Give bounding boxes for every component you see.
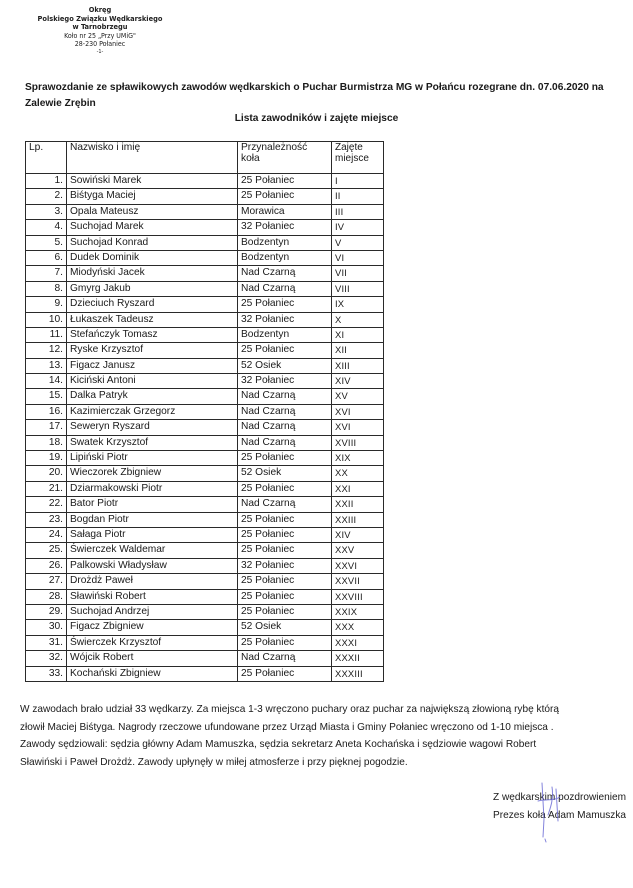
- place-value: XXXIII: [332, 666, 384, 681]
- summary-line: W zawodach brało udział 33 wędkarzy. Za miejsca 1-3 wręczono puchary oraz puchar za największą złowioną rybę którą: [20, 704, 559, 715]
- place-value: III: [332, 204, 384, 219]
- header-name: Nazwisko i imię: [67, 142, 238, 174]
- letterhead-postcode: 28-230 Połaniec: [74, 40, 126, 49]
- club-name: 25 Połaniec: [238, 589, 332, 604]
- place-value: IX: [332, 297, 384, 312]
- place-value: XIV: [332, 527, 384, 542]
- competitor-name: Figacz Zbigniew: [67, 620, 238, 635]
- table-row: [26, 497, 384, 512]
- place-value: XIV: [332, 374, 384, 389]
- club-name: 52 Osiek: [238, 358, 332, 373]
- place-value: VII: [332, 266, 384, 281]
- competitor-name: Dalka Patryk: [67, 389, 238, 404]
- row-number: 24.: [26, 527, 67, 542]
- club-name: Bodzentyn: [238, 235, 332, 250]
- place-value: XVIII: [332, 435, 384, 450]
- place-value: XXIII: [332, 512, 384, 527]
- club-name: 25 Połaniec: [238, 604, 332, 619]
- competitor-name: Sałaga Piotr: [67, 527, 238, 542]
- club-name: Bodzentyn: [238, 327, 332, 342]
- row-number: 17.: [26, 420, 67, 435]
- club-name: 32 Połaniec: [238, 558, 332, 573]
- competitor-name: Sowiński Marek: [67, 174, 238, 189]
- competitor-name: Palkowski Władysław: [67, 558, 238, 573]
- table-row: [26, 204, 384, 219]
- results-body: [26, 174, 384, 682]
- place-value: V: [332, 235, 384, 250]
- place-value: XXI: [332, 481, 384, 496]
- table-row: [26, 527, 384, 542]
- club-name: 25 Połaniec: [238, 189, 332, 204]
- place-value: XXXII: [332, 651, 384, 666]
- table-header-row: [26, 142, 384, 174]
- summary-line: złowił Maciej Biśtyga. Nagrody rzeczowe ufundowane przez Urząd Miasta i Gminy Połaniec wręczono od 1-10 miejsca .: [20, 721, 554, 733]
- competitor-name: Opala Mateusz: [67, 204, 238, 219]
- competitor-name: Kiciński Antoni: [67, 374, 238, 389]
- table-row: [26, 374, 384, 389]
- club-name: 52 Osiek: [238, 466, 332, 481]
- table-row: [26, 589, 384, 604]
- table-row: [26, 174, 384, 189]
- row-number: 25.: [26, 543, 67, 558]
- table-row: [26, 297, 384, 312]
- letterhead-association: Polskiego Związku Wędkarskiego: [37, 13, 163, 23]
- signoff-signatory: Prezes koła Adam Mamuszka: [493, 809, 626, 821]
- table-row: [26, 189, 384, 204]
- place-value: XVI: [332, 420, 384, 435]
- place-value: XX: [332, 466, 384, 481]
- row-number: 15.: [26, 389, 67, 404]
- table-row: [26, 620, 384, 635]
- row-number: 28.: [26, 589, 67, 604]
- row-number: 9.: [26, 297, 67, 312]
- competitor-name: Suchojad Konrad: [67, 235, 238, 250]
- row-number: 6.: [26, 250, 67, 265]
- signoff-greeting: Z wędkarskim pozdrowieniem: [493, 792, 626, 803]
- competitor-name: Bogdan Piotr: [67, 512, 238, 527]
- header-club: Przynależność koła: [238, 142, 332, 174]
- table-row: [26, 220, 384, 235]
- table-row: [26, 420, 384, 435]
- competitor-name: Swatek Krzysztof: [67, 435, 238, 450]
- competitor-name: Stefańczyk Tomasz: [67, 327, 238, 342]
- table-row: [26, 389, 384, 404]
- competitor-name: Sławiński Robert: [67, 589, 238, 604]
- place-value: VI: [332, 250, 384, 265]
- place-value: XXXI: [332, 635, 384, 650]
- competitor-name: Gmyrg Jakub: [67, 281, 238, 296]
- summary-line: Sławiński i Paweł Drożdż. Zawody upłynęły w miłej atmosferze i przy pięknej pogodzie.: [20, 756, 408, 768]
- table-row: [26, 574, 384, 589]
- row-number: 11.: [26, 327, 67, 342]
- report-subtitle: Lista zawodników i zajęte miejsce: [234, 113, 399, 124]
- row-number: 29.: [26, 604, 67, 619]
- table-row: [26, 666, 384, 681]
- club-name: Nad Czarną: [238, 497, 332, 512]
- row-number: 19.: [26, 451, 67, 466]
- summary-paragraph: [20, 701, 625, 771]
- row-number: 23.: [26, 512, 67, 527]
- competitor-name: Świerczek Krzysztof: [67, 635, 238, 650]
- competitor-name: Dudek Dominik: [67, 250, 238, 265]
- row-number: 26.: [26, 558, 67, 573]
- place-value: XIX: [332, 451, 384, 466]
- table-row: [26, 466, 384, 481]
- row-number: 2.: [26, 189, 67, 204]
- row-number: 5.: [26, 235, 67, 250]
- table-row: [26, 635, 384, 650]
- table-row: [26, 435, 384, 450]
- club-name: Bodzentyn: [238, 250, 332, 265]
- row-number: 3.: [26, 204, 67, 219]
- summary-line: Zawody sędziowali: sędzia główny Adam Mamuszka, sędzia sekretarz Aneta Kochańska i sędziowie wagowi Robert: [20, 739, 537, 750]
- table-row: [26, 604, 384, 619]
- competitor-name: Figacz Janusz: [67, 358, 238, 373]
- header-place: Zajęte miejsce: [332, 142, 384, 174]
- competitor-name: Dziarmakowski Piotr: [67, 481, 238, 496]
- letterhead: [25, 6, 175, 56]
- club-name: 25 Połaniec: [238, 174, 332, 189]
- table-row: [26, 312, 384, 327]
- club-name: 32 Połaniec: [238, 312, 332, 327]
- row-number: 21.: [26, 481, 67, 496]
- row-number: 8.: [26, 281, 67, 296]
- table-row: [26, 543, 384, 558]
- report-title: Sprawozdanie ze spławikowych zawodów wędkarskich o Puchar Burmistrza MG w Połańcu rozegrane dn. 07.06.2020 na Zalewie Zrębin: [25, 82, 604, 109]
- table-row: [26, 404, 384, 419]
- row-number: 22.: [26, 497, 67, 512]
- table-row: [26, 281, 384, 296]
- place-value: IV: [332, 220, 384, 235]
- table-row: [26, 358, 384, 373]
- competitor-name: Bator Piotr: [67, 497, 238, 512]
- letterhead-city: w Tarnobrzegu: [72, 22, 128, 32]
- club-name: 25 Połaniec: [238, 512, 332, 527]
- club-name: 32 Połaniec: [238, 374, 332, 389]
- results-table: [25, 141, 384, 682]
- place-value: XV: [332, 389, 384, 404]
- row-number: 16.: [26, 404, 67, 419]
- row-number: 18.: [26, 435, 67, 450]
- club-name: Nad Czarną: [238, 651, 332, 666]
- place-value: X: [332, 312, 384, 327]
- place-value: II: [332, 189, 384, 204]
- row-number: 20.: [26, 466, 67, 481]
- competitor-name: Dzieciuch Ryszard: [67, 297, 238, 312]
- row-number: 4.: [26, 220, 67, 235]
- place-value: XXV: [332, 543, 384, 558]
- place-value: XI: [332, 327, 384, 342]
- club-name: 25 Połaniec: [238, 481, 332, 496]
- competitor-name: Suchojad Marek: [67, 220, 238, 235]
- table-row: [26, 651, 384, 666]
- table-row: [26, 235, 384, 250]
- club-name: 25 Połaniec: [238, 666, 332, 681]
- table-row: [26, 451, 384, 466]
- letterhead-district: Okręg: [88, 5, 112, 14]
- row-number: 30.: [26, 620, 67, 635]
- page-number: -1-: [96, 48, 104, 55]
- row-number: 1.: [26, 174, 67, 189]
- place-value: VIII: [332, 281, 384, 296]
- table-row: [26, 558, 384, 573]
- club-name: 25 Połaniec: [238, 343, 332, 358]
- row-number: 27.: [26, 574, 67, 589]
- place-value: XVI: [332, 404, 384, 419]
- row-number: 14.: [26, 374, 67, 389]
- club-name: 32 Połaniec: [238, 220, 332, 235]
- competitor-name: Świerczek Waldemar: [67, 543, 238, 558]
- competitor-name: Biśtyga Maciej: [67, 189, 238, 204]
- club-name: Nad Czarną: [238, 420, 332, 435]
- place-value: XXVII: [332, 574, 384, 589]
- place-value: XII: [332, 343, 384, 358]
- club-name: 25 Połaniec: [238, 297, 332, 312]
- competitor-name: Kazimierczak Grzegorz: [67, 404, 238, 419]
- row-number: 13.: [26, 358, 67, 373]
- competitor-name: Drożdż Paweł: [67, 574, 238, 589]
- place-value: I: [332, 174, 384, 189]
- competitor-name: Seweryn Ryszard: [67, 420, 238, 435]
- row-number: 12.: [26, 343, 67, 358]
- club-name: 25 Połaniec: [238, 635, 332, 650]
- club-name: 52 Osiek: [238, 620, 332, 635]
- place-value: XXII: [332, 497, 384, 512]
- table-row: [26, 343, 384, 358]
- place-value: XIII: [332, 358, 384, 373]
- row-number: 10.: [26, 312, 67, 327]
- club-name: Nad Czarną: [238, 266, 332, 281]
- table-row: [26, 481, 384, 496]
- club-name: 25 Połaniec: [238, 543, 332, 558]
- competitor-name: Miodyński Jacek: [67, 266, 238, 281]
- place-value: XXIX: [332, 604, 384, 619]
- table-row: [26, 327, 384, 342]
- table-row: [26, 266, 384, 281]
- competitor-name: Ryske Krzysztof: [67, 343, 238, 358]
- club-name: 25 Połaniec: [238, 451, 332, 466]
- row-number: 31.: [26, 635, 67, 650]
- club-name: 25 Połaniec: [238, 527, 332, 542]
- header-lp: Lp.: [26, 142, 67, 174]
- signoff: [466, 789, 626, 824]
- competitor-name: Wieczorek Zbigniew: [67, 466, 238, 481]
- competitor-name: Łukaszek Tadeusz: [67, 312, 238, 327]
- club-name: Nad Czarną: [238, 389, 332, 404]
- letterhead-club: Koło nr 25 „Przy UMiG": [64, 31, 136, 40]
- place-value: XXVI: [332, 558, 384, 573]
- competitor-name: Suchojad Andrzej: [67, 604, 238, 619]
- club-name: 25 Połaniec: [238, 574, 332, 589]
- row-number: 32.: [26, 651, 67, 666]
- row-number: 33.: [26, 666, 67, 681]
- table-row: [26, 250, 384, 265]
- place-value: XXX: [332, 620, 384, 635]
- club-name: Morawica: [238, 204, 332, 219]
- club-name: Nad Czarną: [238, 435, 332, 450]
- competitor-name: Wójcik Robert: [67, 651, 238, 666]
- table-row: [26, 512, 384, 527]
- competitor-name: Lipiński Piotr: [67, 451, 238, 466]
- club-name: Nad Czarną: [238, 404, 332, 419]
- place-value: XXVIII: [332, 589, 384, 604]
- row-number: 7.: [26, 266, 67, 281]
- club-name: Nad Czarną: [238, 281, 332, 296]
- competitor-name: Kochański Zbigniew: [67, 666, 238, 681]
